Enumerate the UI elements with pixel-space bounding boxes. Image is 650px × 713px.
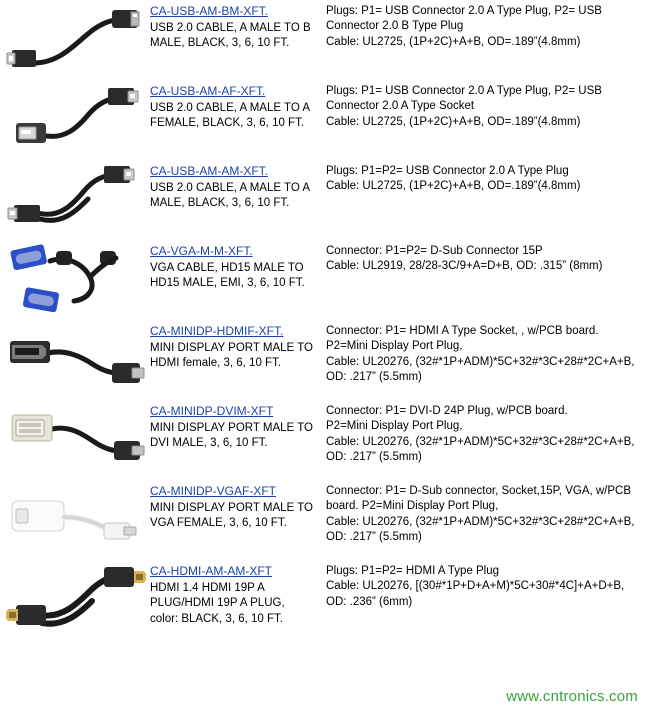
product-description: HDMI 1.4 HDMI 19P A PLUG/HDMI 19P A PLUG, color: BLACK, 3, 6, 10 FT. [150,581,285,625]
product-description: MINI DISPLAY PORT MALE TO DVI MALE, 3, 6, 10 FT. [150,421,313,450]
spec-line: Connector: P1=P2= D-Sub Connector 15P [326,245,543,257]
product-name-cell [148,560,320,631]
product-spec-cell [320,80,650,134]
product-image-cell [0,320,148,400]
table-row [0,80,650,160]
part-number-link[interactable]: CA-VGA-M-M-XFT. [150,244,253,258]
table-row [0,560,650,640]
product-image-cell [0,80,148,160]
minidp-to-dvi-cable-image [4,403,146,477]
minidp-to-hdmi-female-adapter-image [4,323,146,397]
product-description: USB 2.0 CABLE, A MALE TO B MALE, BLACK, 3, 6, 10 FT. [150,21,311,50]
table-row [0,0,650,80]
spec-line: Cable: UL2725, (1P+2C)+A+B, OD=.189”(4.8mm) [326,180,581,193]
product-image-cell [0,0,148,80]
spec-line: Plugs: P1= USB Connector 2.0 A Type Plug, P2= USB Connector 2.0 A Type Socket [326,85,602,113]
spec-line: Plugs: P1=P2= USB Connector 2.0 A Type Plug [326,165,569,177]
spec-line: Plugs: P1=P2= HDMI A Type Plug [326,565,500,577]
product-name-cell [148,320,320,376]
spec-line: Cable: UL2725, (1P+2C)+A+B, OD=.189”(4.8mm) [326,35,581,48]
product-spec-cell [320,400,650,469]
product-name-cell [148,400,320,456]
usb-a-male-to-a-female-cable-image [4,83,146,157]
spec-line: Cable: UL2919, 28/28-3C/9+A=D+B, OD: .315” (8mm) [326,260,603,273]
product-image-cell [0,560,148,640]
product-spec-cell [320,160,650,199]
watermark-text: www.cntronics.com [506,688,638,705]
part-number-link[interactable]: CA-USB-AM-AF-XFT. [150,84,266,98]
product-image-cell [0,480,148,560]
part-number-link[interactable]: CA-MINIDP-DVIM-XFT [150,404,274,418]
part-number-link[interactable]: CA-USB-AM-AM-XFT. [150,164,268,178]
spec-line: Connector: P1= HDMI A Type Socket, , w/PCB board. [326,325,599,337]
spec-line: Cable: UL2725, (1P+2C)+A+B, OD=.189”(4.8mm) [326,115,581,128]
part-number-link[interactable]: CA-HDMI-AM-AM-XFT [150,564,272,578]
spec-line: Cable: UL20276, [(30#*1P+D+A+M)*5C+30#*4C]+A+D+B, OD: .236” (6mm) [326,580,625,608]
product-spec-cell [320,560,650,614]
vga-cable-image [4,243,146,317]
table-row [0,480,650,560]
table-row [0,240,650,320]
spec-line: Cable: UL20276, (32#*1P+ADM)*5C+32#*3C+28#*2C+A+B, OD: .217” (5.5mm) [326,355,635,383]
spec-line: P2=Mini Display Port Plug, [326,340,463,353]
table-row [0,320,650,400]
product-description: MINI DISPLAY PORT MALE TO VGA FEMALE, 3, 6, 10 FT. [150,501,313,530]
product-name-cell [148,480,320,536]
product-description: USB 2.0 CABLE, A MALE TO A FEMALE, BLACK, 3, 6, 10 FT. [150,101,310,130]
product-image-cell [0,240,148,320]
spec-line: Plugs: P1= USB Connector 2.0 A Type Plug, P2= USB Connector 2.0 B Type Plug [326,5,602,33]
product-image-cell [0,400,148,480]
product-name-cell [148,240,320,296]
part-number-link[interactable]: CA-MINIDP-VGAF-XFT [150,484,276,498]
product-spec-cell [320,320,650,389]
product-description: USB 2.0 CABLE, A MALE TO A MALE, BLACK, 3, 6, 10 FT. [150,181,310,210]
spec-line: Cable: UL20276, (32#*1P+ADM)*5C+32#*3C+28#*2C+A+B, OD: .217” (5.5mm) [326,435,635,463]
product-description: VGA CABLE, HD15 MALE TO HD15 MALE, EMI, 3, 6, 10 FT. [150,261,305,290]
usb-a-to-a-cable-image [4,163,146,237]
hdmi-cable-image [4,563,146,637]
product-name-cell [148,80,320,136]
product-name-cell [148,160,320,216]
spec-line: Connector: P1= D-Sub connector, Socket,15P, VGA, w/PCB board. P2=Mini Display Port Plug, [326,485,632,513]
spec-line: P2=Mini Display Port Plug, [326,420,463,433]
spec-line: Connector: P1= DVI-D 24P Plug, w/PCB board. [326,405,568,417]
minidp-to-vga-female-adapter-image [4,483,146,557]
table-row [0,160,650,240]
part-number-link[interactable]: CA-MINIDP-HDMIF-XFT. [150,324,284,338]
product-spec-cell [320,240,650,279]
usb-a-to-b-cable-image [4,3,146,77]
product-name-cell [148,0,320,56]
product-image-cell [0,160,148,240]
product-description: MINI DISPLAY PORT MALE TO HDMI female, 3, 6, 10 FT. [150,341,313,370]
spec-line: Cable: UL20276, (32#*1P+ADM)*5C+32#*3C+28#*2C+A+B, OD: .217” (5.5mm) [326,515,635,543]
table-row [0,400,650,480]
product-spec-cell [320,480,650,549]
part-number-link[interactable]: CA-USB-AM-BM-XFT. [150,4,268,18]
product-spec-cell [320,0,650,54]
